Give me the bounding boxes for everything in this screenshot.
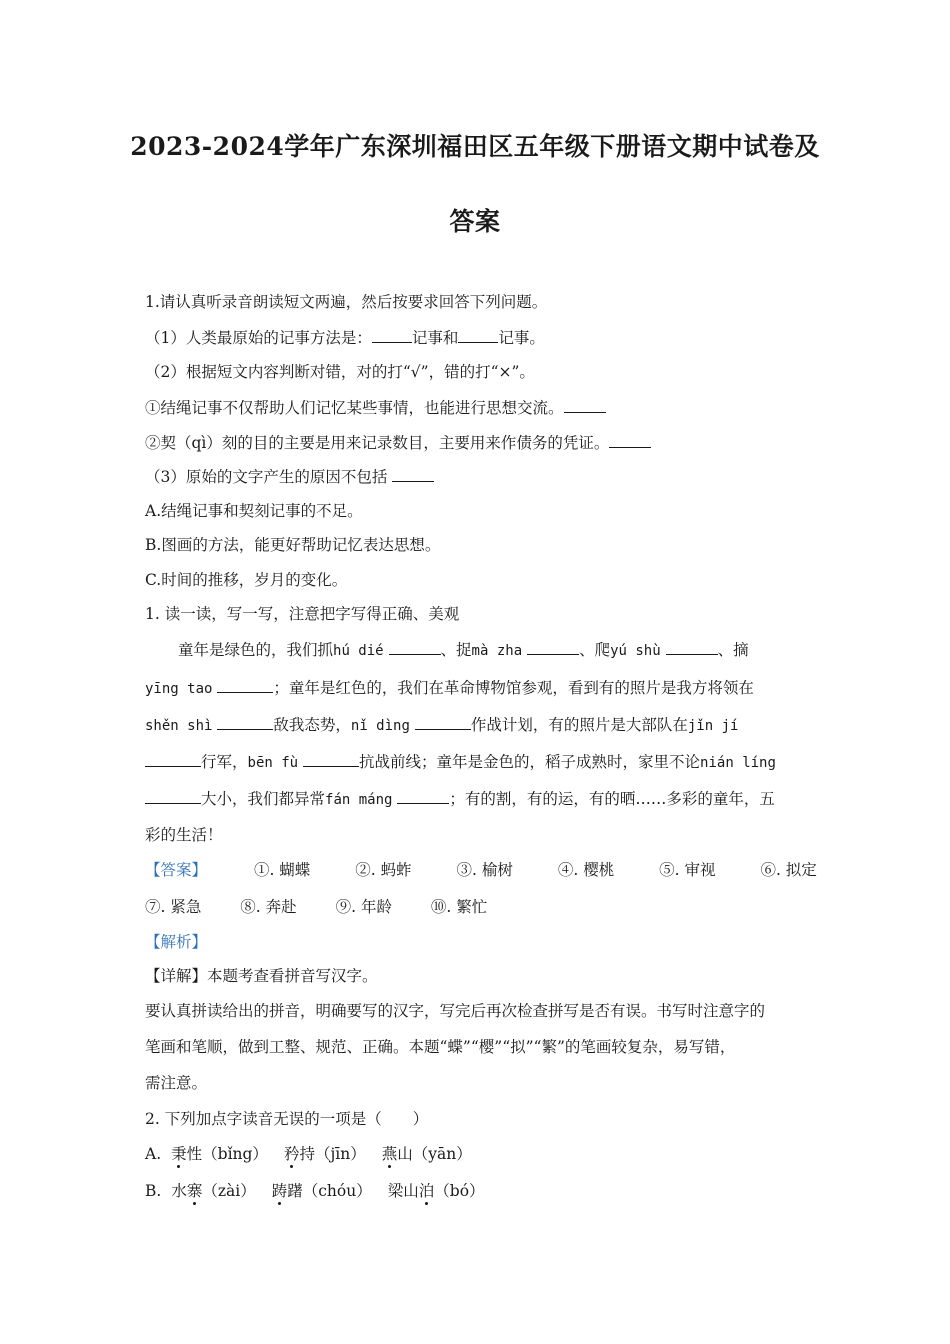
answer-blank[interactable] (609, 432, 651, 448)
answer-item: ②. 蚂蚱 (355, 861, 412, 879)
q1-option-b: B.图画的方法，能更好帮助记忆表达思想。 (145, 536, 441, 554)
q1-part2: （2）根据短文内容判断对错，对的打“√”，错的打“×”。 (145, 363, 535, 381)
analysis-label: 【解析】 (145, 933, 208, 951)
q1-part3: （3）原始的文字产生的原因不包括 (145, 466, 434, 487)
answer-blank[interactable] (392, 466, 434, 482)
answer-blank[interactable] (666, 639, 718, 655)
detail-heading: 【详解】本题考查看拼音写汉字。 (145, 967, 378, 985)
explanation-line-3: 需注意。 (145, 1074, 208, 1092)
explanation-line-1: 要认真拼读给出的拼音，明确要写的汉字，写完后再次检查拼写是否有误。书写时注意字的 (145, 1002, 766, 1020)
pinyin: fán máng (325, 792, 393, 808)
pinyin: yú shù (610, 643, 661, 659)
q1-stem: 1.请认真听录音朗读短文两遍，然后按要求回答下列问题。 (145, 293, 548, 311)
q2-line-3: shěn shì 敌我态势，nǐ dìng 作战计划，有的照片是大部队在jǐn jí (145, 716, 739, 734)
answer-item: ⑨. 年龄 (335, 898, 392, 916)
answer-item: ⑩. 繁忙 (430, 898, 488, 916)
pinyin: shěn shì (145, 718, 213, 734)
answer-item: ①. 蝴蝶 (253, 861, 311, 879)
answer-blank[interactable] (564, 397, 606, 413)
answer-blank[interactable] (145, 751, 201, 767)
explanation-line-2: 笔画和笔顺，做到工整、规范、正确。本题“蝶”“樱”“拟”“繁”的笔画较复杂，易写错， (145, 1038, 736, 1056)
q1-statement-2: ②契（qì）刻的目的主要是用来记录数目，主要用来作债务的凭证。 (145, 432, 651, 453)
answer-blank[interactable] (372, 327, 412, 343)
q3-option-a: A. 秉性（bǐng） 矜持（jīn） 燕山（yān） (145, 1145, 472, 1163)
answer-item: ⑧. 奔赴 (240, 898, 297, 916)
answer-blank[interactable] (415, 714, 471, 730)
answer-row-2 (145, 897, 487, 917)
q2-line-4: 行军，bēn fù 抗战前线；童年是金色的，稻子成熟时，家里不论nián líng (145, 751, 776, 773)
answer-blank[interactable] (145, 788, 201, 804)
answer-item: ④. 樱桃 (557, 861, 615, 879)
answer-blank[interactable] (527, 639, 579, 655)
answer-item: ⑦. 紧急 (145, 898, 202, 916)
answer-label: 【答案】 (145, 861, 208, 879)
q2-line-5: 大小，我们都异常fán máng ；有的割，有的运，有的晒……多彩的童年，五 (145, 788, 775, 810)
pinyin: nián líng (700, 755, 776, 771)
pinyin: hú dié (333, 643, 384, 659)
pinyin: yīng tao (145, 681, 213, 697)
q2-line-2: yīng tao ；童年是红色的，我们在革命博物馆参观，看到有的照片是我方将领在 (145, 679, 754, 697)
answer-blank[interactable] (389, 639, 441, 655)
q1-part1: （1）人类最原始的记事方法是： 记事和 记事。 (145, 329, 545, 347)
q3-option-b: B. 水寨（zài） 踌躇（chóu） 梁山泊（bó） (145, 1182, 485, 1200)
answer-item: ③. 榆树 (456, 861, 513, 879)
page-title-continued: 答案 (449, 207, 501, 236)
pinyin: mà zha (471, 643, 523, 659)
q1-statement-1: ①结绳记事不仅帮助人们记忆某些事情，也能进行思想交流。 (145, 397, 606, 418)
answer-blank[interactable] (217, 714, 273, 730)
pinyin: nǐ dìng (350, 718, 410, 734)
pinyin: bēn fù (247, 755, 299, 771)
q1-option-c: C.时间的推移，岁月的变化。 (145, 571, 348, 589)
q1-option-a: A.结绳记事和契刻记事的不足。 (145, 502, 363, 520)
answer-blank[interactable] (303, 751, 359, 767)
q2-stem: 1. 读一读，写一写，注意把字写得正确、美观 (145, 605, 460, 623)
answer-blank[interactable] (458, 327, 498, 343)
q2-line-1: 童年是绿色的，我们抓hú dié 、捉mà zha 、爬yú shù 、摘 (178, 641, 749, 659)
answer-blank[interactable] (217, 677, 273, 693)
answer-row-1 (145, 860, 817, 880)
q2-line-6: 彩的生活！ (145, 826, 223, 844)
answer-item: ⑥. 拟定 (760, 861, 817, 879)
pinyin: jǐn jí (687, 718, 739, 734)
page-title: 2023-2024学年广东深圳福田区五年级下册语文期中试卷及 (130, 132, 820, 161)
q3-stem: 2. 下列加点字读音无误的一项是（ ） (145, 1110, 429, 1128)
answer-blank[interactable] (397, 788, 449, 804)
answer-item: ⑤. 审视 (659, 861, 716, 879)
